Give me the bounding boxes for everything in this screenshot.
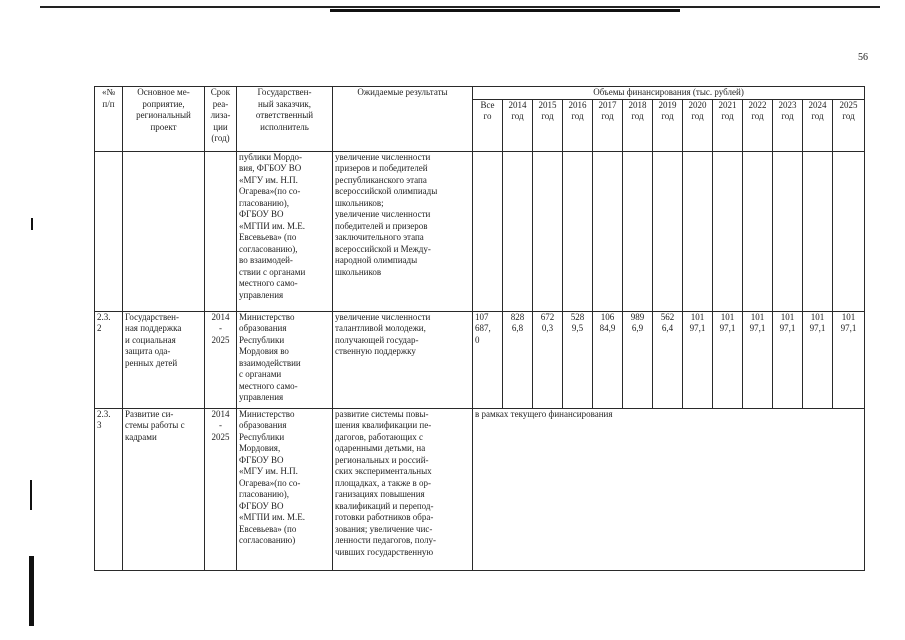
- cell-value: [773, 151, 803, 311]
- header-year: 2018 год: [623, 99, 653, 151]
- header-customer: Государствен- ный заказчик, ответственный исполнитель: [237, 87, 333, 152]
- header-year: 2015 год: [533, 99, 563, 151]
- cell-value: [743, 151, 773, 311]
- cell-value: 101 97,1: [743, 311, 773, 408]
- cell-event: Государствен- ная поддержка и социальная защита ода- ренных детей: [123, 311, 205, 408]
- cell-customer: Министерство образования Республики Мордовия во взаимодействии с органами местного само- управления: [237, 311, 333, 408]
- cell-term: 2014 - 2025: [205, 408, 237, 570]
- financing-table: [94, 86, 865, 571]
- header-year: Все го: [473, 99, 503, 151]
- cell-results: увеличение численности талантливой молодежи, получающей государ- ственную поддержку: [333, 311, 473, 408]
- cell-value: 101 97,1: [833, 311, 865, 408]
- header-financing: Объемы финансирования (тыс. рублей): [473, 87, 865, 100]
- header-num: «№ п/п: [95, 87, 123, 152]
- cell-value: [653, 151, 683, 311]
- scan-left-mark: [31, 218, 33, 230]
- cell-value: 528 9,5: [563, 311, 593, 408]
- header-year: 2022 год: [743, 99, 773, 151]
- cell-value: 828 6,8: [503, 311, 533, 408]
- header-results: Ожидаемые результаты: [333, 87, 473, 152]
- cell-value: [623, 151, 653, 311]
- header-event: Основное ме- роприятие, региональный проект: [123, 87, 205, 152]
- cell-value: 101 97,1: [683, 311, 713, 408]
- cell-term: [205, 151, 237, 311]
- cell-value: 989 6,9: [623, 311, 653, 408]
- cell-value: [503, 151, 533, 311]
- cell-customer: Министерство образования Республики Мордовия, ФГБОУ ВО «МГУ им. Н.П. Огарева»(по со- гласованию), ФГБОУ ВО «МГПИ им. М.Е. Евсевьева» (по согласованию): [237, 408, 333, 570]
- header-year: 2025 год: [833, 99, 865, 151]
- cell-value: 672 0,3: [533, 311, 563, 408]
- cell-num: [95, 151, 123, 311]
- cell-value: 562 6,4: [653, 311, 683, 408]
- cell-value: [533, 151, 563, 311]
- page-number: 56: [858, 52, 868, 63]
- cell-value: 101 97,1: [803, 311, 833, 408]
- cell-results: развитие системы повы- шения квалификации пе- дагогов, работающих с одаренными детьми, на региональных и россий- ских экспериментальных площадках, а также в ор- ганизациях повышения квалификаций и перепод- готовки работников обра- зования; увеличение чис- ленности педагогов, полу- чивших государственную: [333, 408, 473, 570]
- cell-value: [803, 151, 833, 311]
- header-year: 2014 год: [503, 99, 533, 151]
- cell-event: [123, 151, 205, 311]
- header-year: 2016 год: [563, 99, 593, 151]
- cell-value: [713, 151, 743, 311]
- scan-left-mark: [29, 556, 34, 626]
- header-year: 2020 год: [683, 99, 713, 151]
- header-term: Срок реа- лиза- ции (год): [205, 87, 237, 152]
- header-year: 2021 год: [713, 99, 743, 151]
- cell-value: [593, 151, 623, 311]
- header-year: 2023 год: [773, 99, 803, 151]
- header-year: 2017 год: [593, 99, 623, 151]
- cell-value: [563, 151, 593, 311]
- scan-top-edge-line: [40, 6, 880, 8]
- cell-term: 2014 - 2025: [205, 311, 237, 408]
- scan-top-edge-shadow: [330, 9, 680, 12]
- cell-results: увеличение численности призеров и победителей республиканского этапа всероссийской олимпиады школьников; увеличение численности победителей и призеров заключительного этапа всероссийской и Между- народной олимпиады школьников: [333, 151, 473, 311]
- cell-value: [473, 151, 503, 311]
- header-year: 2019 год: [653, 99, 683, 151]
- cell-value: 101 97,1: [713, 311, 743, 408]
- cell-value: [683, 151, 713, 311]
- cell-value: [833, 151, 865, 311]
- cell-num: 2.3. 3: [95, 408, 123, 570]
- cell-value: 101 97,1: [773, 311, 803, 408]
- cell-financing-note: в рамках текущего финансирования: [473, 408, 865, 570]
- cell-event: Развитие си- стемы работы с кадрами: [123, 408, 205, 570]
- cell-value: 107 687, 0: [473, 311, 503, 408]
- cell-value: 106 84,9: [593, 311, 623, 408]
- header-year: 2024 год: [803, 99, 833, 151]
- cell-num: 2.3. 2: [95, 311, 123, 408]
- scan-left-mark: [30, 480, 32, 510]
- cell-customer: публики Мордо- вия, ФГБОУ ВО «МГУ им. Н.П. Огарева»(по со- гласованию), ФГБОУ ВО «МГПИ им. М.Е. Евсевьева» (по согласованию), во взаимодей- ствии с органами местного само- управления: [237, 151, 333, 311]
